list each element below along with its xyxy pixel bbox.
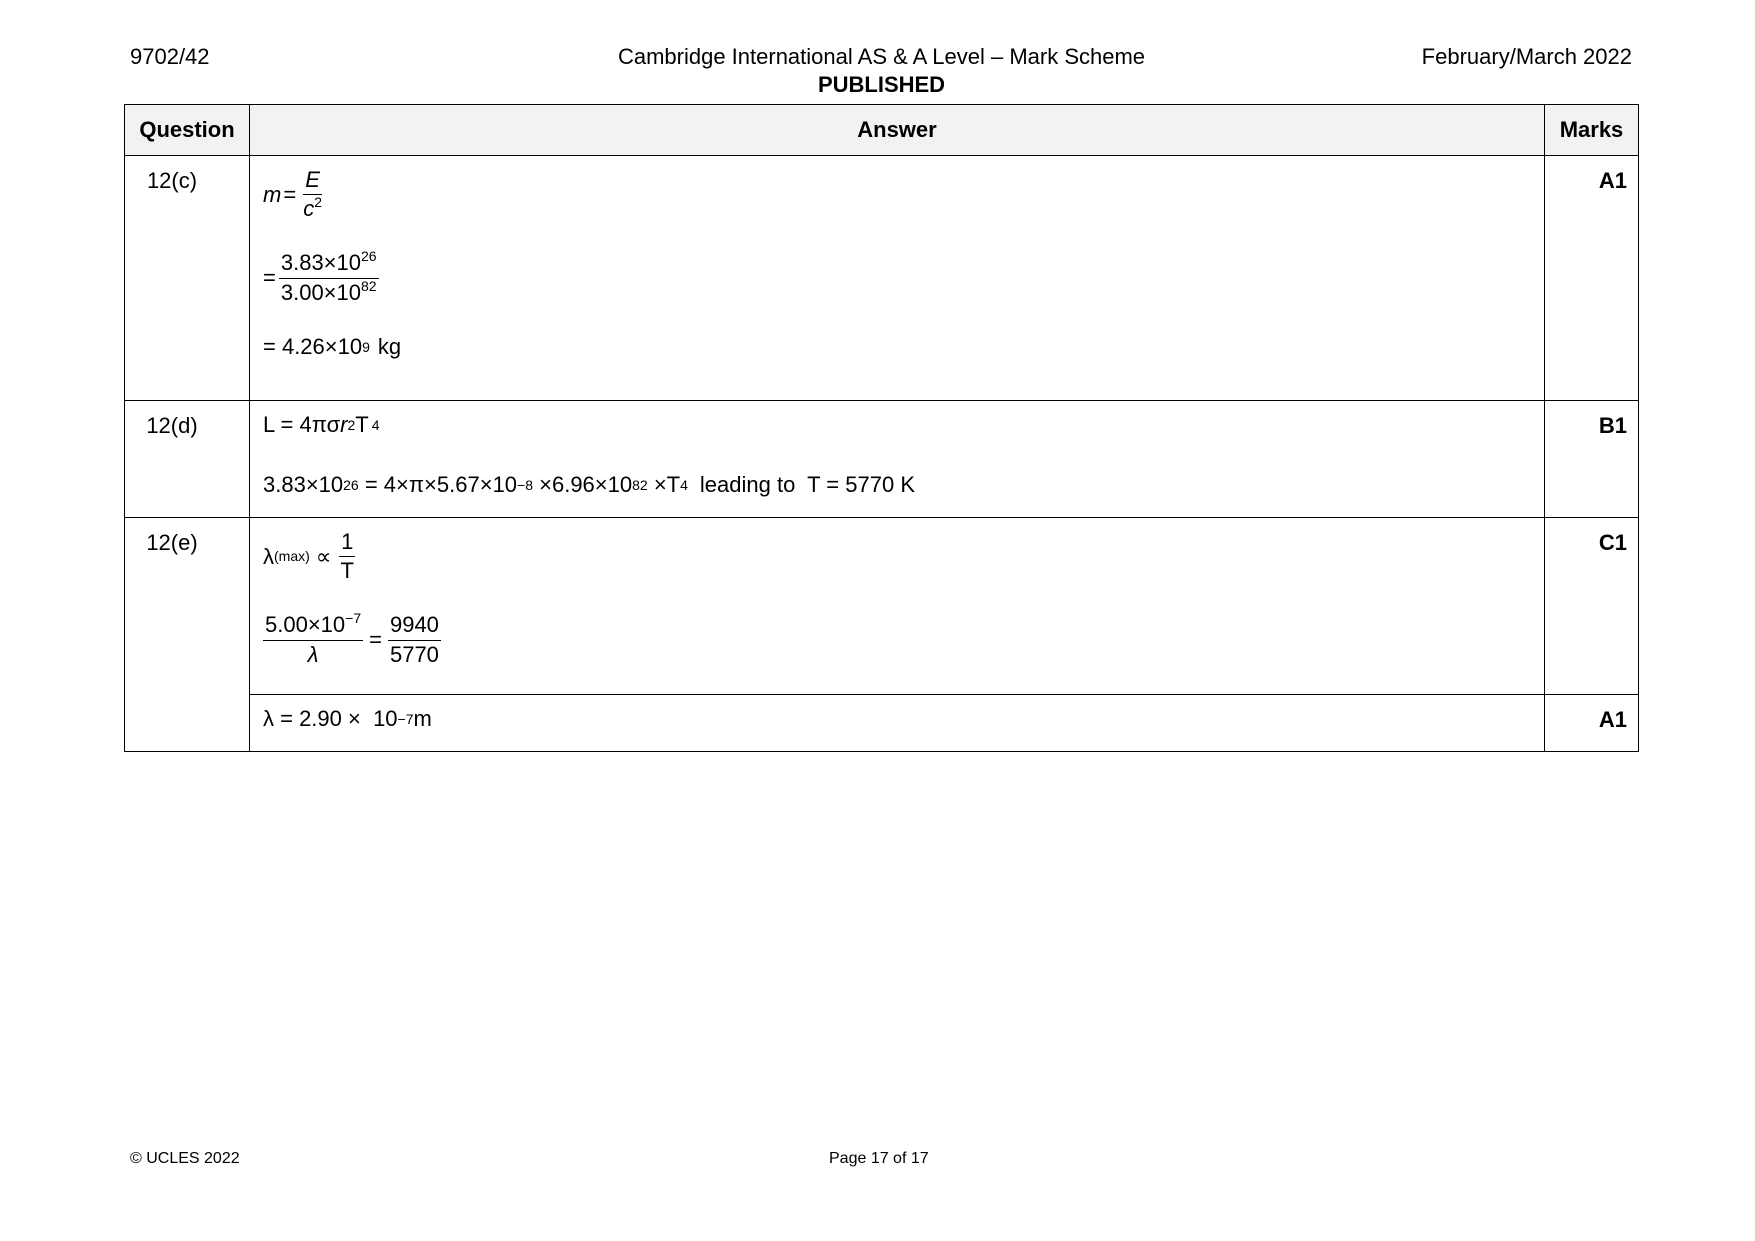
fraction <box>339 530 356 583</box>
fraction <box>263 610 363 667</box>
answer-cell <box>250 401 1545 518</box>
table-row-12e <box>125 518 1639 695</box>
fraction-numerator <box>279 248 379 278</box>
math-text: = 4×π×5.67×10 <box>358 472 518 498</box>
table-row-12c <box>125 156 1639 401</box>
copyright-notice: © UCLES 2022 <box>130 1150 240 1167</box>
math-text: T <box>355 412 369 437</box>
status-label: PUBLISHED <box>817 72 946 97</box>
exponent: 2 <box>314 194 322 211</box>
fraction <box>301 168 324 221</box>
exam-session: February/March 2022 <box>1421 44 1632 69</box>
equation-mass <box>263 168 1532 221</box>
mark-code: A1 <box>1545 695 1639 752</box>
column-header-question: Question <box>125 105 250 156</box>
conclusion-text: leading to T = 5770 K <box>699 472 915 498</box>
fraction-denominator <box>301 195 324 221</box>
math-text: = <box>283 181 297 207</box>
math-text: ×T <box>647 472 681 498</box>
math-text: λ = 2.90 × 10 <box>263 706 398 731</box>
fraction-denominator <box>279 279 379 305</box>
math-text: = <box>263 264 276 290</box>
mark-code: B1 <box>1545 401 1639 518</box>
page-number: Page 17 of 17 <box>829 1150 929 1167</box>
answer-cell <box>250 518 1545 695</box>
math-text: m <box>263 181 282 207</box>
math-text: 3.83×10 <box>280 250 361 276</box>
math-text: 3.00×10 <box>280 279 361 305</box>
math-text: λ <box>263 543 274 569</box>
question-number: 12(c) <box>125 156 250 401</box>
math-text: ×6.96×10 <box>533 472 633 498</box>
equation-substitution <box>263 248 1532 305</box>
table-row-12d <box>125 401 1639 518</box>
math-text: 3.83×10 <box>263 472 344 498</box>
fraction-numerator <box>263 610 363 640</box>
math-text: r <box>340 412 348 437</box>
equation-wavelength-result: λ = 2.90 × 10 −7 m <box>263 706 432 731</box>
fraction-denominator: λ <box>307 641 319 667</box>
fraction-numerator: 1 <box>339 530 355 557</box>
fraction-numerator: 9940 <box>388 613 441 640</box>
unit-text: m <box>413 706 432 731</box>
paper-code: 9702/42 <box>130 44 210 69</box>
fraction-numerator: E <box>303 168 322 195</box>
subscript: (max) <box>274 547 310 564</box>
fraction-denominator: 5770 <box>389 641 439 667</box>
exponent: 26 <box>361 248 377 265</box>
equation-wien-proportionality <box>263 530 1532 583</box>
equation-result: = 4.26×10 9 kg <box>263 333 402 359</box>
equation-temperature: 3.83×10 26 = 4×π×5.67×10 −8 ×6.96×10 82 ×T 4 leading to T = 5770 K <box>263 472 915 498</box>
document-title: Cambridge International AS & A Level – Mark Scheme <box>617 44 1146 69</box>
equation-wien-ratio <box>263 610 1532 667</box>
mark-scheme-table <box>124 104 1639 752</box>
table-row-12e-final <box>125 695 1639 752</box>
math-text: 5.00×10 <box>265 612 346 638</box>
math-text: = <box>369 626 382 652</box>
question-number: 12(e) <box>125 518 250 752</box>
question-number: 12(d) <box>125 401 250 518</box>
answer-cell <box>250 695 1545 752</box>
column-header-answer: Answer <box>250 105 1545 156</box>
fraction <box>279 248 379 305</box>
math-text: c <box>303 196 315 222</box>
fraction-denominator: T <box>340 558 354 584</box>
exponent: −7 <box>345 610 362 627</box>
mark-code: C1 <box>1545 518 1639 695</box>
answer-cell <box>250 156 1545 401</box>
table-header-row <box>125 105 1639 156</box>
column-header-marks: Marks <box>1545 105 1639 156</box>
unit-text: kg <box>377 333 402 359</box>
math-text: = 4.26×10 <box>263 333 363 359</box>
math-text: L = 4πσ <box>263 412 341 437</box>
exponent: 82 <box>361 277 377 294</box>
fraction <box>388 613 441 666</box>
math-text: ∝ <box>315 543 332 569</box>
equation-luminosity: L = 4πσ r 2 T 4 <box>263 412 380 437</box>
mark-code: A1 <box>1545 156 1639 401</box>
